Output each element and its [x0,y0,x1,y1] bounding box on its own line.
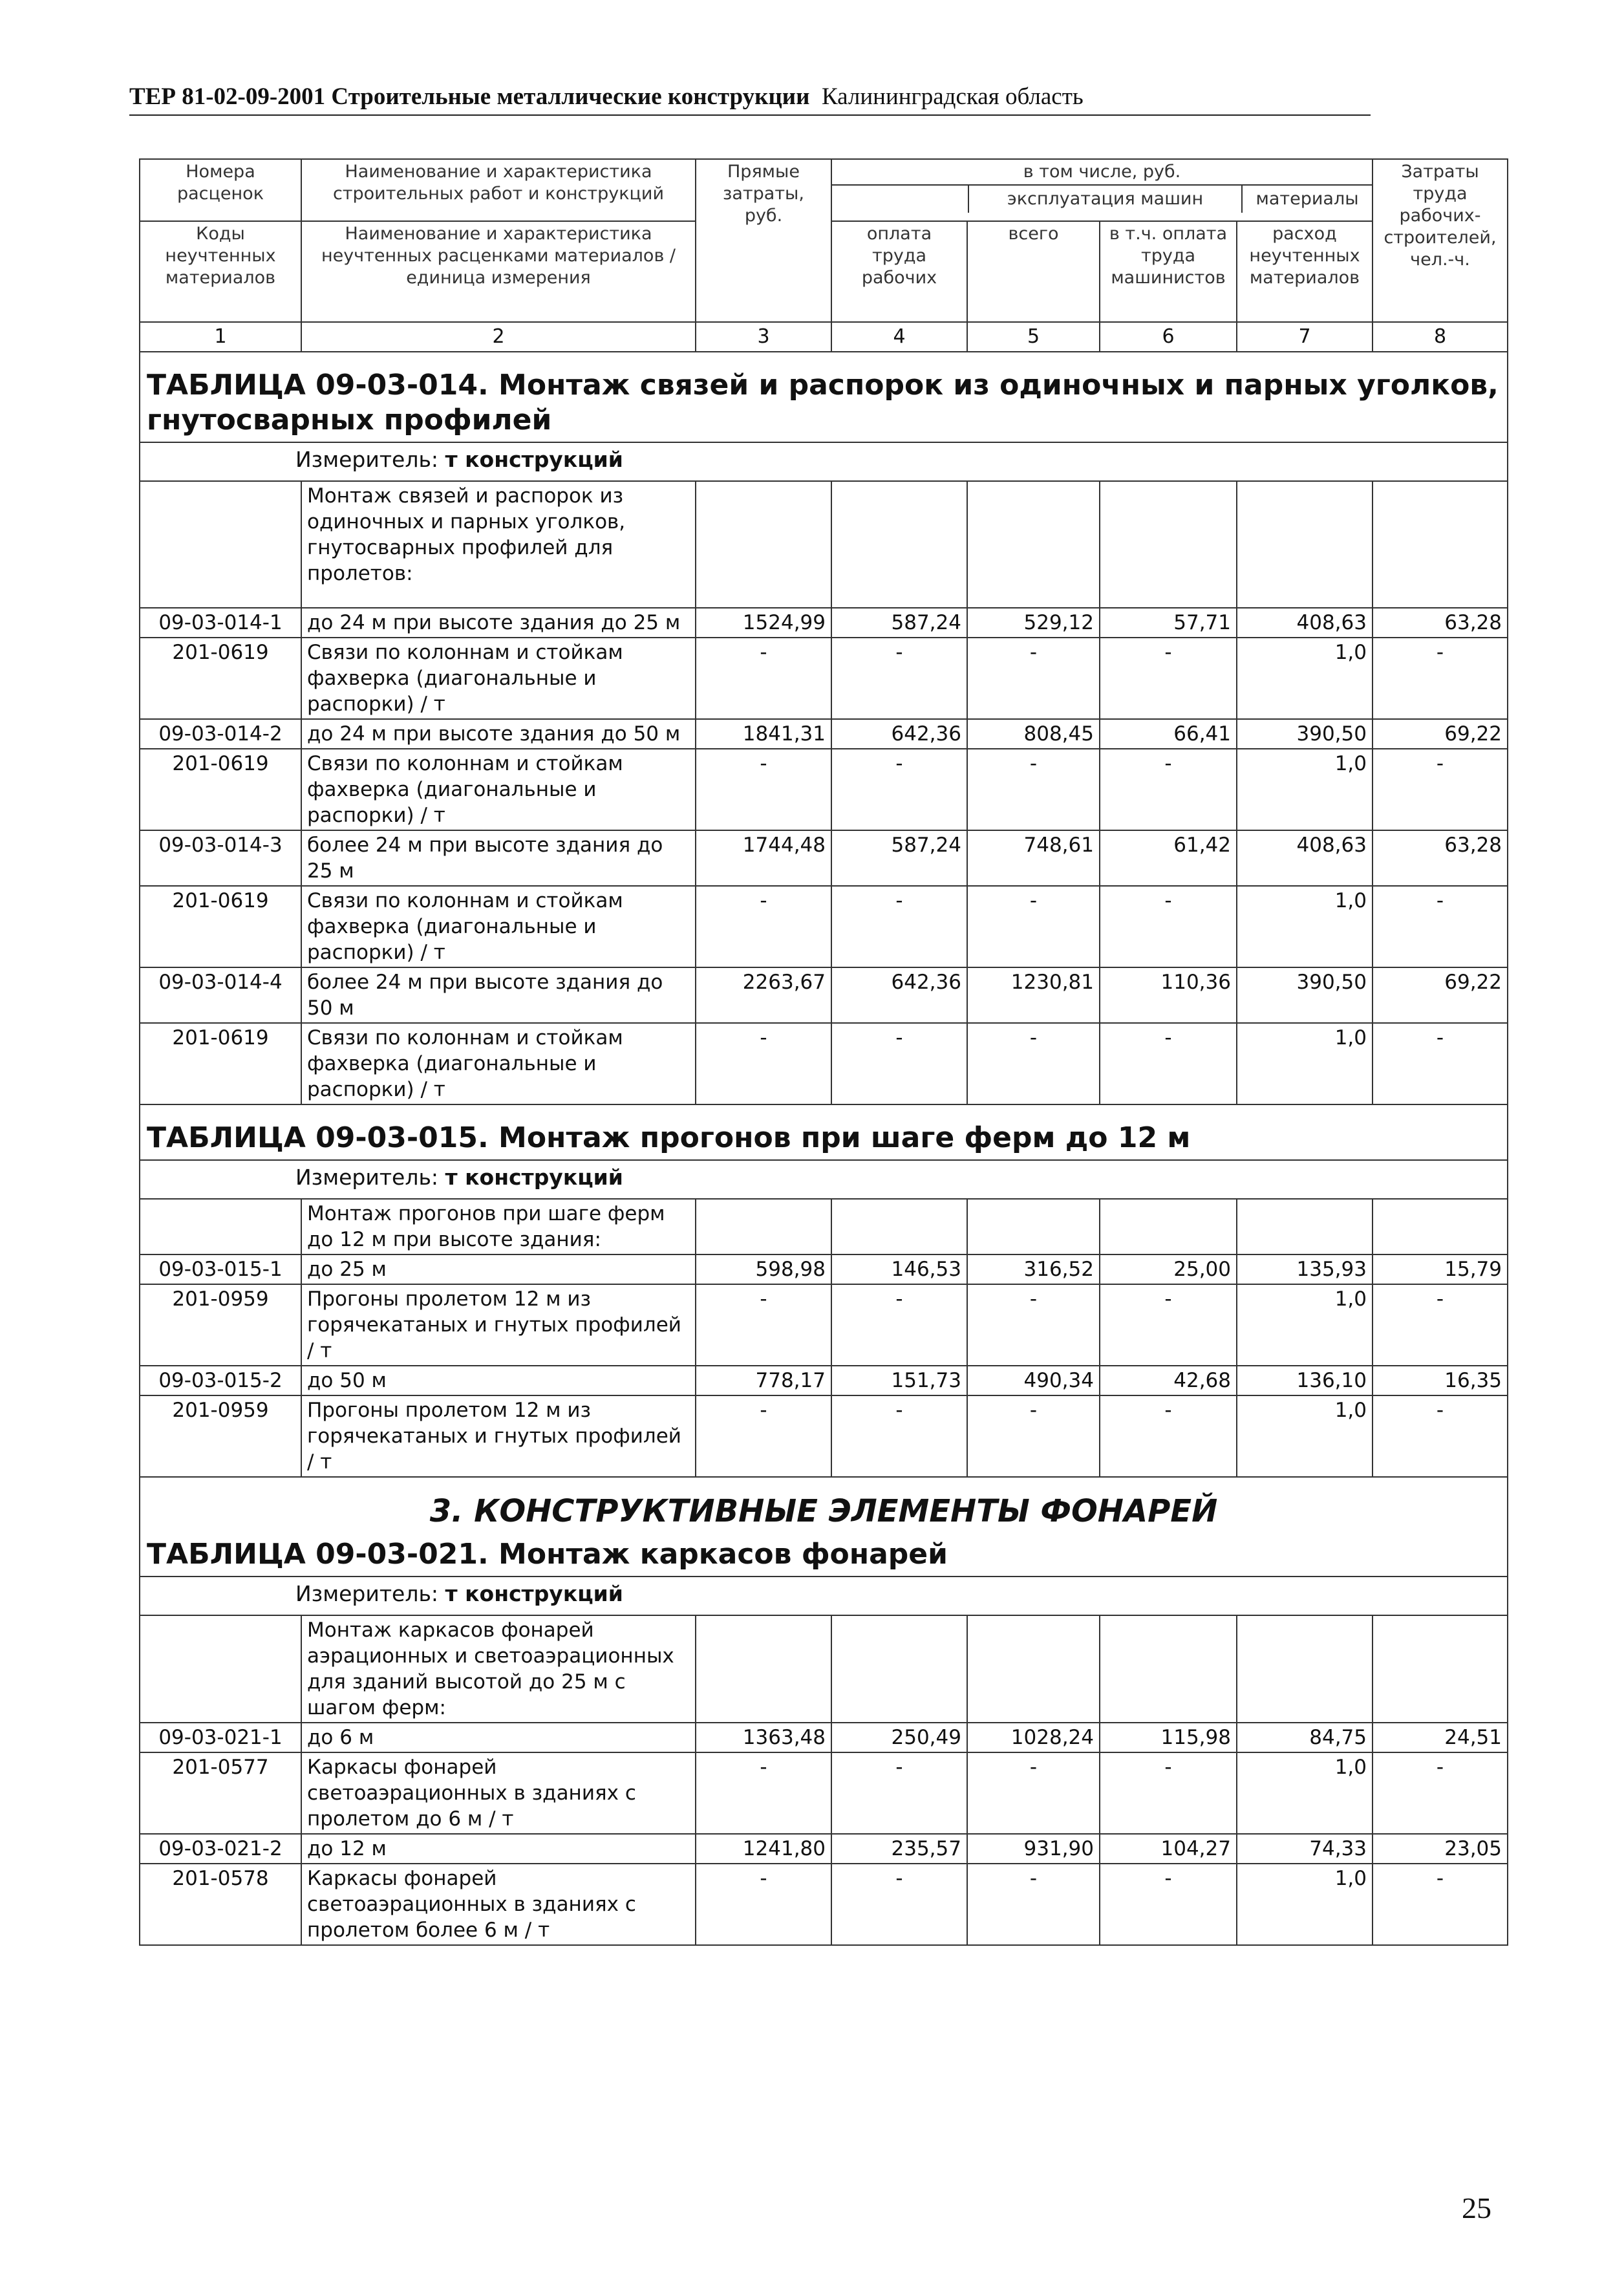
materials-cost: 136,10 [1237,1366,1373,1395]
wage-cost: 587,24 [831,608,967,638]
machine-cost: 1028,24 [967,1723,1100,1752]
dash-mark: - [967,1752,1100,1834]
dash-mark: - [1373,1864,1508,1945]
machinist-cost: 42,68 [1100,1366,1237,1395]
measure-row [140,442,1508,481]
material-row [140,1023,1508,1104]
col-num: 1 [140,322,301,352]
material-row [140,638,1508,719]
col-incl-group [831,159,1373,221]
dash-mark: - [831,638,967,719]
col-machines: эксплуатация машин [968,186,1243,213]
col-num: 3 [696,322,831,352]
machinist-cost: 57,71 [1100,608,1237,638]
machine-cost: 1230,81 [967,967,1100,1023]
material-row [140,1864,1508,1945]
col-num: 4 [831,322,967,352]
direct-cost: 1841,31 [696,719,831,749]
direct-cost: 598,98 [696,1254,831,1284]
col-codes-top: Номера расценок [140,159,301,221]
dash-mark: - [696,1023,831,1104]
material-row [140,749,1508,830]
direct-cost: 1363,48 [696,1723,831,1752]
column-numbers-row [140,322,1508,352]
material-qty: 1,0 [1237,1395,1373,1477]
table-title-row [140,352,1508,442]
measure-unit [140,442,1508,481]
labor-cost: 69,22 [1373,719,1508,749]
rate-name: до 50 м [301,1366,696,1395]
dash-mark: - [696,1752,831,1834]
dash-mark: - [696,638,831,719]
machine-cost: 748,61 [967,830,1100,886]
dash-mark: - [1100,638,1237,719]
dash-mark: - [967,1864,1100,1945]
dash-mark: - [696,749,831,830]
wage-cost: 235,57 [831,1834,967,1864]
rate-name: более 24 м при высоте здания до 50 м [301,967,696,1023]
section-heading-row [140,1477,1508,1533]
col-materials: материалы [1255,189,1359,209]
table-row [140,719,1508,749]
dash-mark: - [1100,1752,1237,1834]
measure-label: Измеритель: [295,1581,439,1606]
material-qty: 1,0 [1237,749,1373,830]
material-qty: 1,0 [1237,1752,1373,1834]
col-incl: в том числе, руб. [832,160,1372,186]
intro-row [140,481,1508,608]
materials-cost: 408,63 [1237,608,1373,638]
col-direct: Прямые затраты, руб. [696,159,831,322]
machinist-cost: 104,27 [1100,1834,1237,1864]
dash-mark: - [1373,638,1508,719]
table-row [140,1254,1508,1284]
measure-label: Измеритель: [295,447,439,472]
col-name-bottom: Наименование и характеристика неучтенных расценками материалов / единица измерения [301,221,696,322]
machine-cost: 931,90 [967,1834,1100,1864]
material-row [140,886,1508,967]
intro-row [140,1199,1508,1254]
dash-mark: - [696,1284,831,1366]
dash-mark: - [831,886,967,967]
table-row [140,830,1508,886]
col-machines-total: всего [967,221,1100,322]
measure-row [140,1577,1508,1615]
wage-cost: 642,36 [831,719,967,749]
intro-row [140,1615,1508,1723]
wage-cost: 151,73 [831,1366,967,1395]
material-name: Связи по колоннам и стойкам фахверка (диагональные и распорки) / т [301,886,696,967]
dash-mark: - [1373,1752,1508,1834]
dash-mark: - [1100,749,1237,830]
material-code: 201-0577 [140,1752,301,1834]
material-name: Каркасы фонарей светоаэрационных в зданиях с пролетом более 6 м / т [301,1864,696,1945]
table-row [140,967,1508,1023]
materials-cost: 408,63 [1237,830,1373,886]
col-machinists: в т.ч. оплата труда машинистов [1100,221,1237,322]
rate-name: до 25 м [301,1254,696,1284]
materials-cost: 390,50 [1237,719,1373,749]
section-heading: 3. КОНСТРУКТИВНЫЕ ЭЛЕМЕНТЫ ФОНАРЕЙ [140,1477,1508,1533]
dash-mark: - [1100,1864,1237,1945]
region-name: Калининградская область [821,83,1084,110]
material-code: 201-0959 [140,1395,301,1477]
page-number: 25 [1462,2191,1491,2224]
machinist-cost: 66,41 [1100,719,1237,749]
measure-value: т конструкций [445,1165,623,1190]
dash-mark: - [1373,1395,1508,1477]
table-row [140,1723,1508,1752]
col-num: 6 [1100,322,1237,352]
machine-cost: 529,12 [967,608,1100,638]
rate-code: 09-03-021-2 [140,1834,301,1864]
table-row [140,1834,1508,1864]
rate-code: 09-03-014-2 [140,719,301,749]
table-title-row [140,1533,1508,1577]
table-title: ТАБЛИЦА 09-03-021. Монтаж каркасов фонарей [140,1533,1508,1577]
dash-mark: - [831,1752,967,1834]
labor-cost: 63,28 [1373,830,1508,886]
header-row-1 [140,159,1508,221]
table-title-row [140,1104,1508,1160]
rate-code: 09-03-014-3 [140,830,301,886]
material-qty: 1,0 [1237,1284,1373,1366]
labor-cost: 15,79 [1373,1254,1508,1284]
material-name: Связи по колоннам и стойкам фахверка (диагональные и распорки) / т [301,749,696,830]
dash-mark: - [967,1395,1100,1477]
col-num: 7 [1237,322,1373,352]
dash-mark: - [831,1023,967,1104]
measure-value: т конструкций [445,1581,623,1606]
wage-cost: 250,49 [831,1723,967,1752]
col-name-top: Наименование и характеристика строительных работ и конструкций [301,159,696,221]
dash-mark: - [831,1284,967,1366]
material-code: 201-0959 [140,1284,301,1366]
col-wage: оплата труда рабочих [831,221,967,322]
measure-unit [140,1577,1508,1615]
machinist-cost: 25,00 [1100,1254,1237,1284]
wage-cost: 587,24 [831,830,967,886]
machinist-cost: 61,42 [1100,830,1237,886]
dash-mark: - [696,1864,831,1945]
rate-name: до 24 м при высоте здания до 50 м [301,719,696,749]
dash-mark: - [1100,886,1237,967]
intro-text: Монтаж каркасов фонарей аэрационных и светоаэрационных для зданий высотой до 25 м с шагом ферм: [301,1615,696,1723]
rate-code: 09-03-014-1 [140,608,301,638]
direct-cost: 1241,80 [696,1834,831,1864]
materials-cost: 74,33 [1237,1834,1373,1864]
material-row [140,1395,1508,1477]
col-codes-bottom: Коды неучтенных материалов [140,221,301,322]
table-row [140,1366,1508,1395]
wage-cost: 642,36 [831,967,967,1023]
dash-mark: - [1373,749,1508,830]
material-row [140,1284,1508,1366]
dash-mark: - [967,749,1100,830]
rate-code: 09-03-015-2 [140,1366,301,1395]
material-name: Каркасы фонарей светоаэрационных в зданиях с пролетом до 6 м / т [301,1752,696,1834]
dash-mark: - [831,1864,967,1945]
intro-text: Монтаж прогонов при шаге ферм до 12 м при высоте здания: [301,1199,696,1254]
measure-row [140,1160,1508,1199]
measure-label: Измеритель: [295,1165,439,1190]
dash-mark: - [1373,886,1508,967]
rate-name: до 6 м [301,1723,696,1752]
col-num: 2 [301,322,696,352]
dash-mark: - [831,1395,967,1477]
dash-mark: - [1373,1023,1508,1104]
dash-mark: - [967,886,1100,967]
labor-cost: 63,28 [1373,608,1508,638]
machine-cost: 808,45 [967,719,1100,749]
direct-cost: 778,17 [696,1366,831,1395]
machine-cost: 316,52 [967,1254,1100,1284]
material-name: Прогоны пролетом 12 м из горячекатаных и гнутых профилей / т [301,1284,696,1366]
dash-mark: - [967,1284,1100,1366]
table-title: ТАБЛИЦА 09-03-015. Монтаж прогонов при шаге ферм до 12 м [140,1104,1508,1160]
direct-cost: 1744,48 [696,830,831,886]
machine-cost: 490,34 [967,1366,1100,1395]
dash-mark: - [696,886,831,967]
document-code: ТЕР 81-02-09-2001 Строительные металлические конструкции [129,83,810,110]
wage-cost: 146,53 [831,1254,967,1284]
rate-code: 09-03-014-4 [140,967,301,1023]
running-header [129,83,1371,116]
direct-cost: 1524,99 [696,608,831,638]
material-qty: 1,0 [1237,638,1373,719]
col-unaccounted: расход неучтенных материалов [1237,221,1373,322]
material-row [140,1752,1508,1834]
material-name: Связи по колоннам и стойкам фахверка (диагональные и распорки) / т [301,638,696,719]
col-num: 5 [967,322,1100,352]
col-num: 8 [1373,322,1508,352]
material-code: 201-0578 [140,1864,301,1945]
rate-name: до 24 м при высоте здания до 25 м [301,608,696,638]
dash-mark: - [1100,1023,1237,1104]
materials-cost: 135,93 [1237,1254,1373,1284]
dash-mark: - [831,749,967,830]
rate-name: более 24 м при высоте здания до 25 м [301,830,696,886]
labor-cost: 16,35 [1373,1366,1508,1395]
materials-cost: 84,75 [1237,1723,1373,1752]
dash-mark: - [1100,1395,1237,1477]
material-code: 201-0619 [140,638,301,719]
table-title: ТАБЛИЦА 09-03-014. Монтаж связей и распорок из одиночных и парных уголков, гнутосварных профилей [140,352,1508,442]
measure-unit [140,1160,1508,1199]
materials-cost: 390,50 [1237,967,1373,1023]
dash-mark: - [967,1023,1100,1104]
labor-cost: 69,22 [1373,967,1508,1023]
table-row [140,608,1508,638]
material-name: Связи по колоннам и стойкам фахверка (диагональные и распорки) / т [301,1023,696,1104]
material-code: 201-0619 [140,749,301,830]
material-name: Прогоны пролетом 12 м из горячекатаных и гнутых профилей / т [301,1395,696,1477]
machinist-cost: 115,98 [1100,1723,1237,1752]
direct-cost: 2263,67 [696,967,831,1023]
material-qty: 1,0 [1237,886,1373,967]
material-code: 201-0619 [140,1023,301,1104]
labor-cost: 24,51 [1373,1723,1508,1752]
rates-table [139,158,1508,1946]
material-qty: 1,0 [1237,1023,1373,1104]
dash-mark: - [967,638,1100,719]
rate-code: 09-03-015-1 [140,1254,301,1284]
material-qty: 1,0 [1237,1864,1373,1945]
rate-name: до 12 м [301,1834,696,1864]
dash-mark: - [696,1395,831,1477]
material-code: 201-0619 [140,886,301,967]
col-labor: Затраты труда рабочих-строителей, чел.-ч. [1373,159,1508,322]
machinist-cost: 110,36 [1100,967,1237,1023]
rate-code: 09-03-021-1 [140,1723,301,1752]
dash-mark: - [1100,1284,1237,1366]
dash-mark: - [1373,1284,1508,1366]
intro-text: Монтаж связей и распорок из одиночных и парных уголков, гнутосварных профилей для пролетов: [301,481,696,608]
measure-value: т конструкций [445,447,623,472]
labor-cost: 23,05 [1373,1834,1508,1864]
